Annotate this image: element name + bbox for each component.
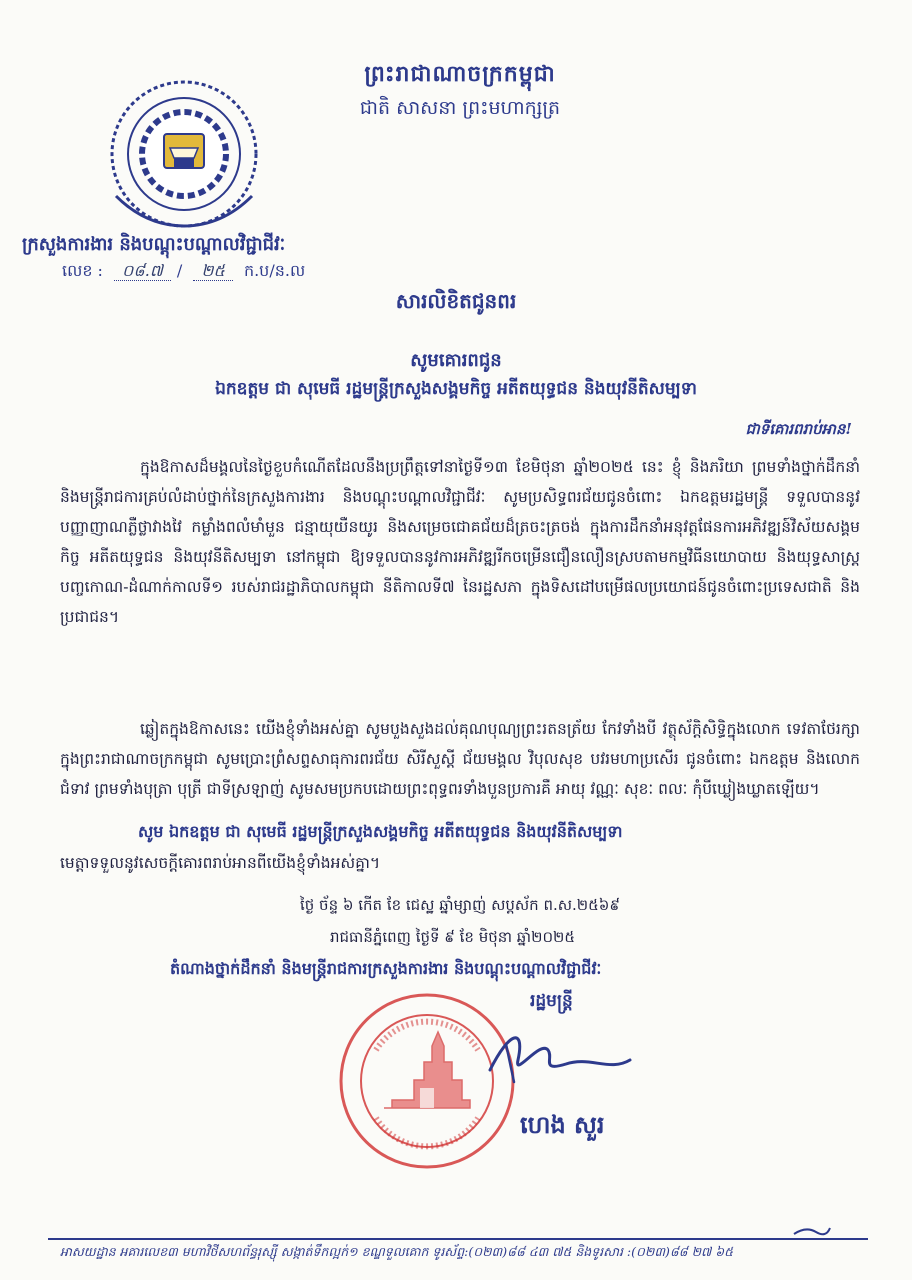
closing-line: មេត្តាទទួលនូវសេចក្តីគោរពរាប់អានពីយើងខ្ញុំទាំងអស់គ្នា។: [60, 854, 381, 872]
ref-year-handwritten: ២៥: [193, 261, 232, 281]
signer-title: រដ្ឋមន្ត្រី: [530, 991, 573, 1011]
handwritten-mark-icon: [792, 1222, 832, 1238]
handwritten-signature-icon: [470, 1020, 640, 1090]
footer-divider: [48, 1238, 868, 1240]
national-motto: ជាតិ សាសនា ព្រះមហាក្សត្រ: [359, 97, 561, 119]
kingdom-heading: ព្រះរាជាណាចក្រកម្ពុជា: [364, 61, 556, 87]
lunar-date: ថ្ងៃ ច័ន្ទ ៦ កើត ខែ ជេស្ឋ ឆ្នាំម្សាញ់ សប្តស័ក ព.ស.២៥៦៩: [300, 896, 620, 914]
body-paragraph: ក្នុងឱកាសដ៏មង្គលនៃថ្ងៃខួបកំណើតដែលនឹងប្រព្រឹត្តទៅនាថ្ងៃទី១៣ ខែមិថុនា ឆ្នាំ២០២៥ នេះ ខ្ញុំ និងភរិយា ព្រមទាំងថ្នាក់ដឹកនាំ និងមន្ត្រីរាជការគ្រប់លំដាប់ថ្នាក់នៃក្រសួងការងារ និងបណ្តុះបណ្តាលវិជ្ជាជីវៈ សូមប្រសិទ្ធពរជ័យជូនចំពោះ ឯកឧត្តមរដ្ឋមន្ត្រី ទទួលបាននូវបញ្ញាញាណភ្លឺថ្លាវាងវៃ កម្លាំងពលំមាំមួន ជន្មាយុយឺនយូរ និងសម្រេចជោគជ័យដ៏ត្រចះត្រចង់ ក្នុងការដឹកនាំអនុវត្តផែនការអភិវឌ្ឍន៍វិស័យសង្គមកិច្ច អតីតយុទ្ធជន និងយុវនីតិសម្បទា នៅកម្ពុជា ឱ្យទទួលបាននូវការអភិវឌ្ឍរីកចម្រើនជឿនលឿនស្របតាមកម្មវិធីនយោបាយ និងយុទ្ធសាស្ត្របញ្ចកោណ-ដំណាក់កាលទី១ របស់រាជរដ្ឋាភិបាលកម្ពុជា នីតិកាលទី៧ នៃរដ្ឋសភា ក្នុងទិសដៅបម្រើផលប្រយោជន៍ជូនចំពោះប្រទេសជាតិ និងប្រជាជន។: [60, 458, 860, 626]
ref-label: លេខ :: [62, 261, 103, 280]
solar-date: រាជធានីភ្នំពេញ ថ្ងៃទី ៩ ខែ មិថុនា ឆ្នាំ២០២៥: [330, 928, 576, 946]
issuing-ministry: ក្រសួងការងារ និងបណ្តុះបណ្តាលវិជ្ជាជីវៈ: [22, 234, 286, 255]
respect-closing: ជាទីគោរពរាប់អាន!: [745, 420, 852, 438]
recipient-name: ឯកឧត្តម ជា សុមេធី រដ្ឋមន្ត្រីក្រសួងសង្គមកិច្ច អតីតយុទ្ធជន និងយុវនីតិសម្បទា: [215, 379, 697, 399]
reference-number: លេខ : ០៨.៧ / ២៥ ក.ប/ន.ល: [62, 261, 306, 280]
ref-suffix: ក.ប/ន.ល: [243, 261, 306, 280]
signer-organization: តំណាងថ្នាក់ដឹកនាំ និងមន្ត្រីរាជការក្រសួងការងារ និងបណ្តុះបណ្តាលវិជ្ជាជីវៈ: [170, 959, 602, 978]
footer-address: អាសយដ្ឋាន អគារលេខ៣ មហាវិថីសហព័ន្ធរុស្ស៊ី សង្កាត់ទឹកល្អក់១ ខណ្ឌទួលគោក ទូរស័ព្ទ:(០២៣)៨៨ ៤៣ ៧៥ និងទូរសារ :(០២៣)៨៨ ២៧ ៦៥: [60, 1244, 733, 1259]
letter-title: សារលិខិតជូនពរ: [395, 289, 517, 313]
ministry-logo-icon: [108, 78, 260, 230]
body-paragraph: ឆ្លៀតក្នុងឱកាសនេះ យើងខ្ញុំទាំងអស់គ្នា សូមបួងសួងដល់គុណបុណ្យព្រះរតនត្រ័យ កែវទាំងបី វត្ថុស័ក្តិសិទ្ធិក្នុងលោក ទេវតាថែរក្សាក្នុងព្រះរាជាណាចក្រកម្ពុជា សូមប្រោះព្រំសព្ទសាធុការពរជ័យ សិរីសួស្តី ជ័យមង្គល វិបុលសុខ បវរមហាប្រសើរ ជូនចំពោះ ឯកឧត្តម និងលោកជំទាវ ព្រមទាំងបុត្រា បុត្រី ជាទីស្រឡាញ់ សូមសមប្រកបដោយព្រះពុទ្ធពរទាំងបួនប្រការគឺ អាយុ វណ្ណៈ សុខៈ ពលៈ កុំបីឃ្លៀងឃ្លាតឡើយ។: [60, 720, 860, 798]
ref-number-handwritten: ០៨.៧: [114, 261, 171, 281]
closing-line: សូម ឯកឧត្តម ជា សុមេធី រដ្ឋមន្ត្រីក្រសួងសង្គមកិច្ច អតីតយុទ្ធជន និងយុវនីតិសម្បទា: [138, 822, 623, 841]
signer-name: ហេង សួរ: [520, 1110, 605, 1139]
salutation: សូមគោរពជូន: [410, 350, 502, 371]
